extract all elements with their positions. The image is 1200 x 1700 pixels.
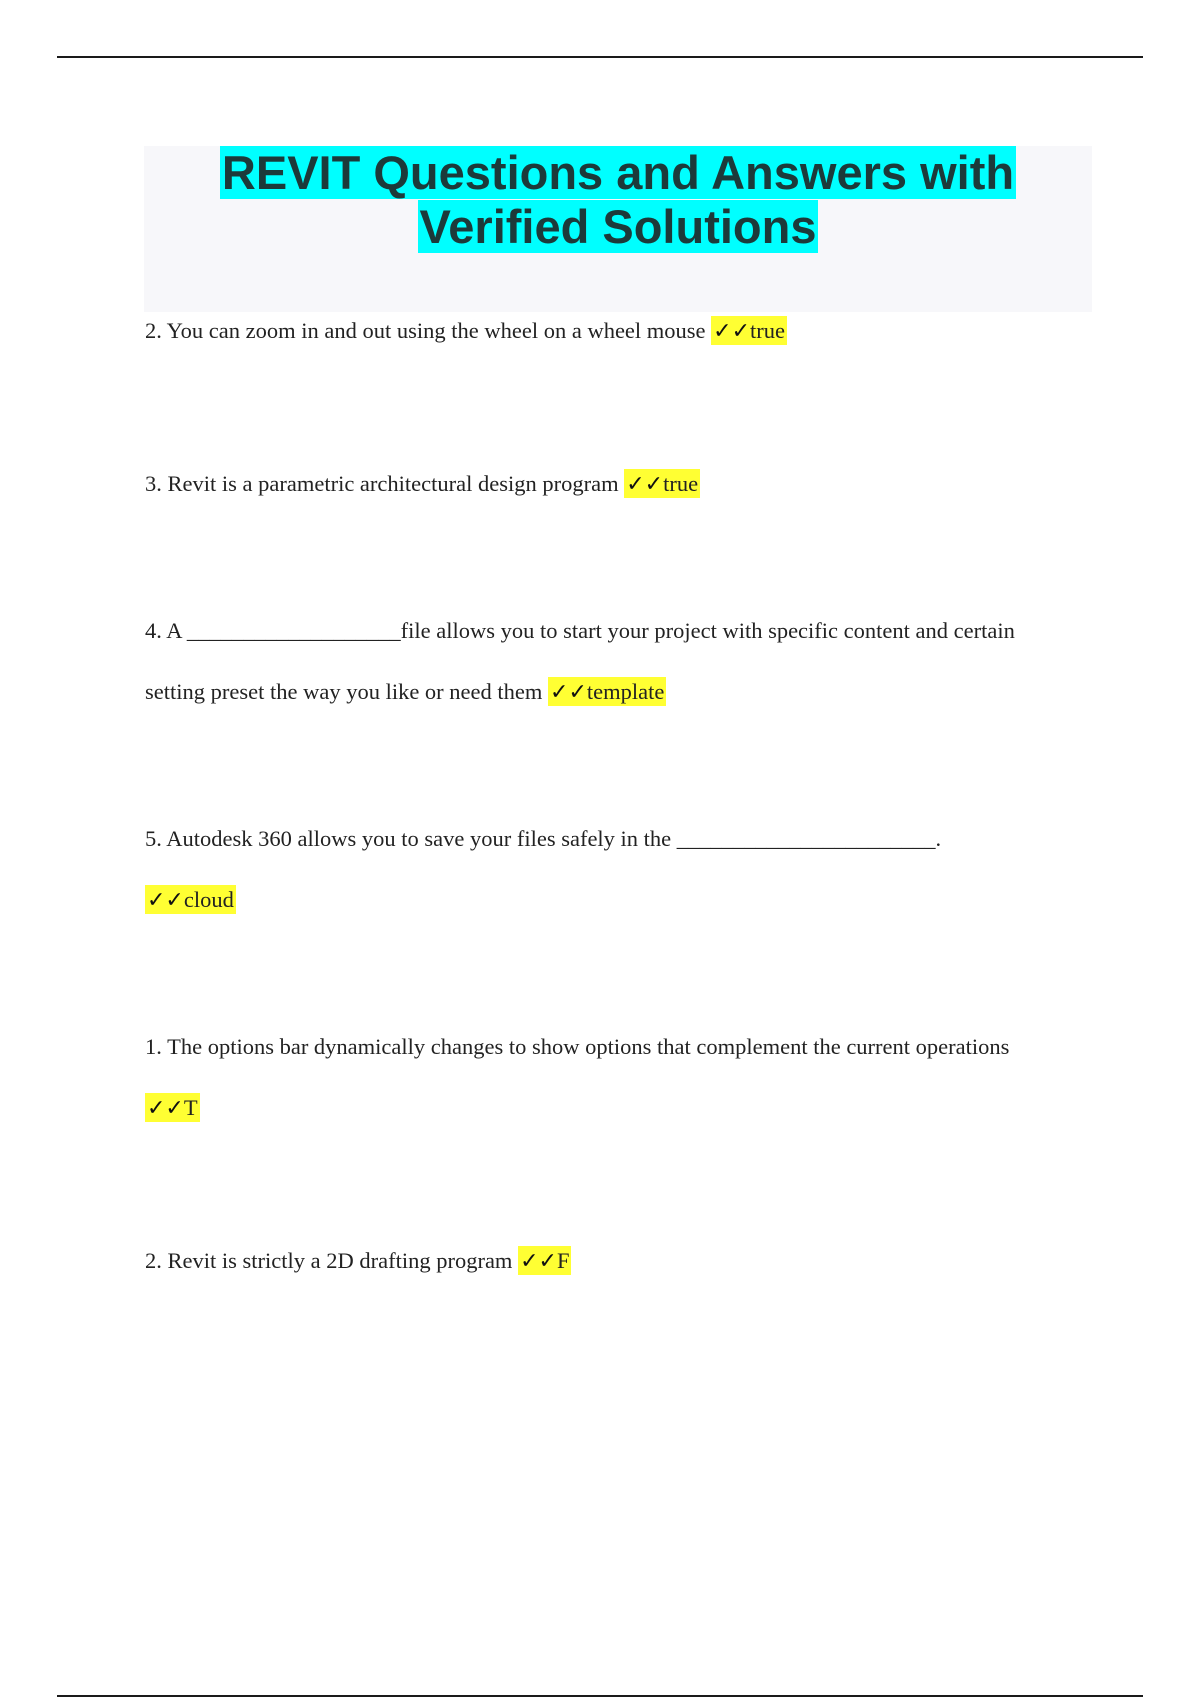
- question-text: 5. Autodesk 360 allows you to save your files safely in the _______________________.: [145, 826, 942, 851]
- question-text: 3. Revit is a parametric architectural design program: [145, 471, 625, 496]
- question-text: 2. You can zoom in and out using the wheel on a wheel mouse: [145, 318, 712, 343]
- qa-item-3: [145, 600, 1085, 723]
- qa-item-6: [145, 1230, 1085, 1292]
- document-title: [144, 146, 1092, 254]
- answer-text: cloud: [183, 887, 234, 912]
- question-text-line-2: setting preset the way you like or need them: [145, 679, 549, 704]
- check-icon: ✓✓: [550, 680, 587, 705]
- answer-text: template: [586, 679, 665, 704]
- top-rule: [57, 56, 1143, 58]
- answer-highlight: [518, 1246, 571, 1275]
- check-icon: ✓✓: [147, 888, 184, 913]
- qa-item-2: [145, 453, 1085, 515]
- answer-text: true: [750, 318, 786, 343]
- answer-text: true: [663, 471, 699, 496]
- answer-highlight: [145, 885, 236, 914]
- qa-item-1: [145, 300, 1085, 362]
- answer-highlight: [145, 1093, 200, 1122]
- answer-highlight: [624, 469, 700, 498]
- bottom-rule: [57, 1695, 1143, 1697]
- answer-text: F: [556, 1248, 570, 1273]
- answer-text: T: [183, 1095, 198, 1120]
- check-icon: ✓✓: [626, 472, 664, 497]
- title-line-1: REVIT Questions and Answers with: [221, 146, 1015, 199]
- check-icon: ✓✓: [147, 1096, 184, 1121]
- question-text: 2. Revit is strictly a 2D drafting program: [145, 1248, 519, 1273]
- check-icon: ✓✓: [713, 319, 751, 344]
- question-text: 1. The options bar dynamically changes to show options that complement the current operations: [145, 1034, 1010, 1059]
- qa-item-5: [145, 1016, 1085, 1139]
- title-line-2: Verified Solutions: [419, 200, 817, 253]
- answer-highlight: [548, 677, 666, 706]
- check-icon: ✓✓: [520, 1249, 557, 1274]
- qa-item-4: [145, 808, 1085, 931]
- answer-highlight: [711, 316, 787, 345]
- question-text-line-1: 4. A ___________________file allows you to start your project with specific content and certain: [145, 618, 1015, 643]
